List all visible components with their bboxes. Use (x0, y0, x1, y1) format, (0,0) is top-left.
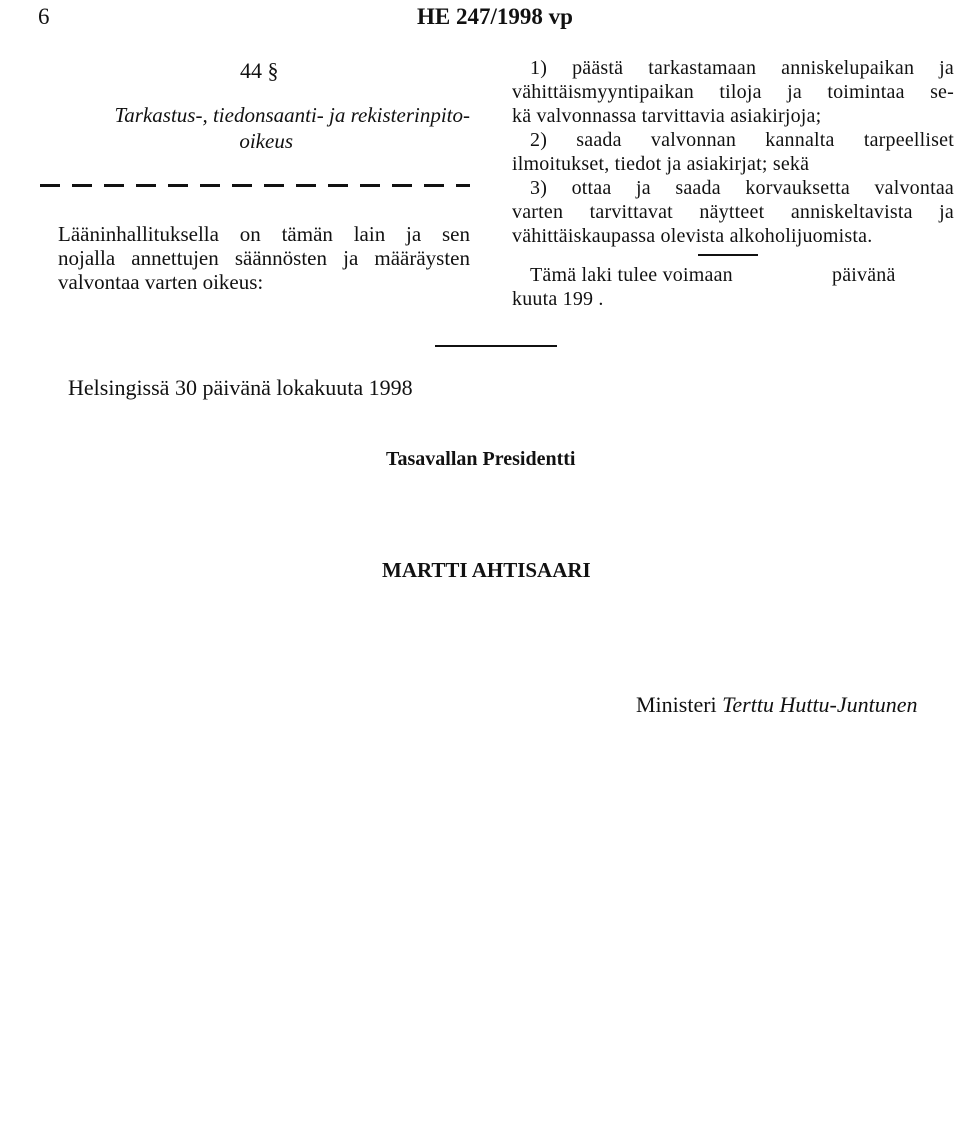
president-name: MARTTI AHTISAARI (382, 558, 591, 582)
minister-signature (636, 692, 918, 718)
place-and-date: Helsingissä 30 päivänä lokakuuta 1998 (68, 375, 413, 400)
section-end-rule (435, 345, 557, 347)
item-line-6: 3) ottaa ja saada korvauksetta valvontaa (530, 177, 954, 199)
minister-prefix: Ministeri (636, 692, 717, 717)
page-number: 6 (38, 4, 50, 29)
entry-into-force-text: Tämä laki tulee voimaan (530, 264, 733, 286)
item-line-4: 2) saada valvonnan kannalta tarpeelliset (530, 129, 954, 151)
item-line-7: varten tarvittavat näytteet anniskeltavista ja (512, 201, 954, 223)
item-line-3: kä valvonnassa tarvittavia asiakirjoja; (512, 105, 822, 127)
item-line-8: vähittäiskaupassa olevista alkoholijuomista. (512, 225, 873, 247)
section-number: 44 § (240, 58, 279, 83)
entry-into-force-day-label: päivänä (832, 264, 896, 286)
item-line-1: 1) päästä tarkastamaan anniskelupaikan ja (530, 57, 954, 79)
president-title: Tasavallan Presidentti (386, 448, 576, 470)
entry-into-force-month: kuuta 199 . (512, 288, 604, 310)
section-heading-line-1: Tarkastus-, tiedonsaanti- ja rekisterinpito- (114, 103, 470, 127)
intro-line-3: valvontaa varten oikeus: (58, 270, 264, 294)
item-line-5: ilmoitukset, tiedot ja asiakirjat; sekä (512, 153, 810, 175)
omitted-text-dash-line (40, 184, 470, 187)
minister-name: Terttu Huttu-Juntunen (722, 692, 918, 717)
section-heading-line-2: oikeus (239, 129, 293, 153)
short-separator-rule (698, 254, 758, 256)
item-line-2: vähittäismyyntipaikan tiloja ja toimintaa se- (512, 81, 954, 103)
intro-line-1: Lääninhallituksella on tämän lain ja sen (58, 222, 470, 246)
intro-line-2: nojalla annettujen säännösten ja määräysten (58, 246, 470, 270)
document-id: HE 247/1998 vp (417, 4, 573, 29)
